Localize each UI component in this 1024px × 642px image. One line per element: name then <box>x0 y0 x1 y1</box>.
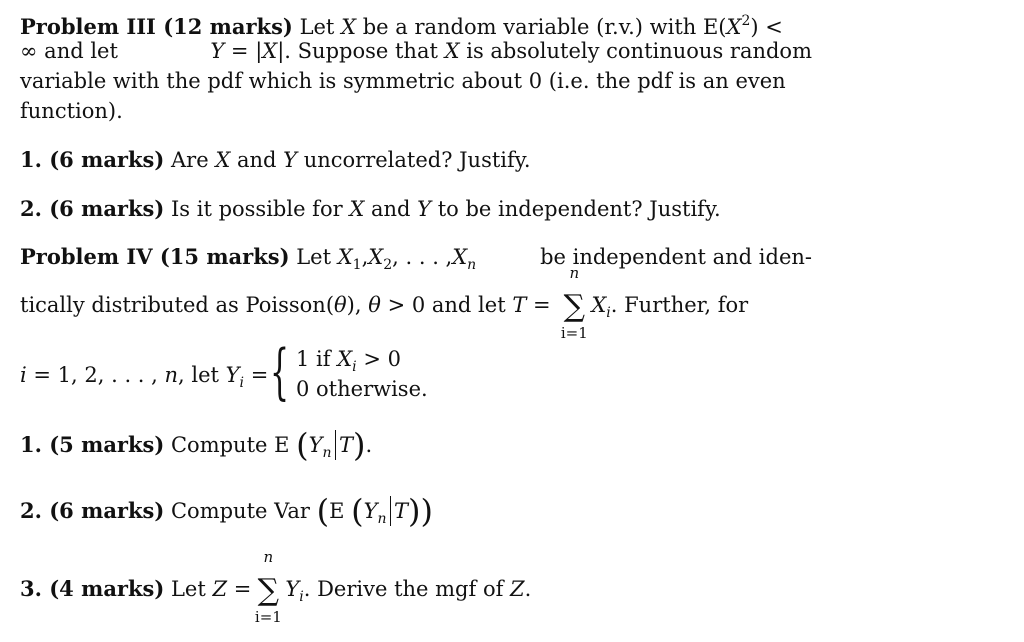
problem-4-heading: Problem IV (15 marks) <box>20 244 290 269</box>
p3-line-1: Problem III (12 marks) Let X be a random variable (r.v.) with $E(X^2)$ < <box>20 13 783 39</box>
p4-question-1: 1. (5 marks) Compute E ($Y_n$ T). <box>20 426 373 464</box>
summation-symbol-2: ∑ n i=1 <box>254 548 282 626</box>
piecewise-brace: { <box>270 337 290 407</box>
p4-question-2: 2. (6 marks) Compute Var (E ($Y_n$ T)) <box>20 492 433 530</box>
p4-line-3: i = 1, 2, . . . , n, let $Y_i$ = <box>20 363 269 391</box>
p3-line-3: variable with the pdf which is symmetric about 0 (i.e. the pdf is an even <box>20 69 786 93</box>
p3-question-1: 1. (6 marks) Are X and Y uncorrelated? Justify. <box>20 147 531 172</box>
piecewise-case-1: 1 if $X_i > 0$ <box>296 347 401 375</box>
summation-symbol: ∑ n i=1 <box>560 264 588 342</box>
p4-question-3: 3. (4 marks) Let Z = ∑ n i=1 $Y_i$. Derive the mgf of Z. <box>20 548 532 626</box>
piecewise-case-2: 0 otherwise. <box>296 377 428 401</box>
p3-line-4: function). <box>20 99 123 123</box>
problem-3-heading: Problem III (12 marks) <box>20 14 293 39</box>
p4-line-1: Problem IV (15 marks) Let $X_1,X_2$, . . . $,X_n$ be independent and iden- <box>20 244 812 273</box>
p3-line-2: ∞ and let Y = |X|. Suppose that X is absolutely continuous random <box>20 39 812 63</box>
p3-question-2: 2. (6 marks) Is it possible for X and Y to be independent? Justify. <box>20 196 721 221</box>
p4-line-2: tically distributed as Poisson(θ), θ > 0 and let T = ∑ n i=1 $X_i$. Further, for <box>20 264 749 342</box>
